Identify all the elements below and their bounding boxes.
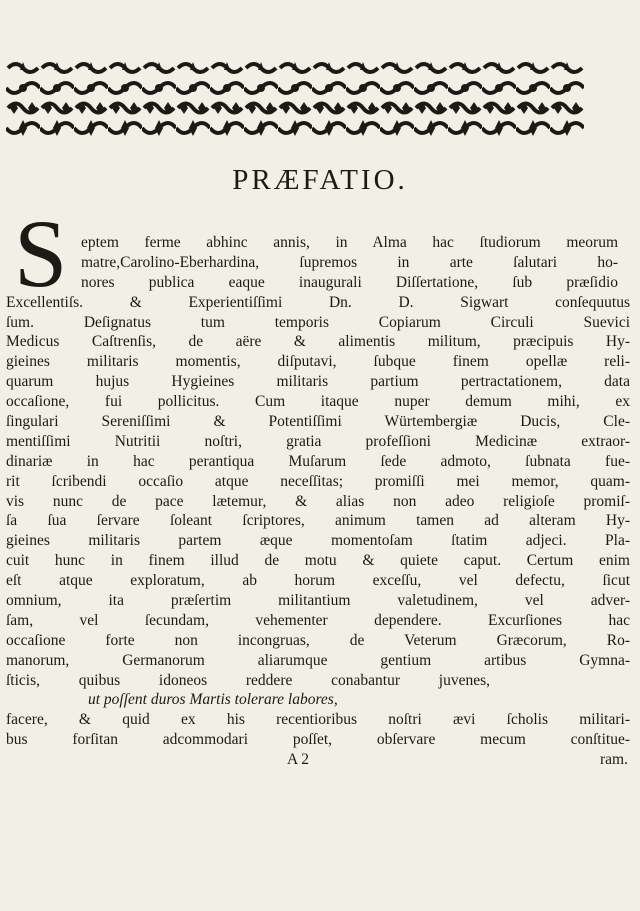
catchword: ram.: [600, 751, 628, 769]
text-line: ſum. Deſignatus tum temporis Copiarum Circuli Suevici: [6, 313, 630, 331]
text-line: mentiſſimi Nutritii noſtri, gratia profeſſioni Medicinæ extraor-: [6, 432, 630, 450]
text-line: omnium, ita præſertim militantium valetudinem, vel adver-: [6, 592, 630, 610]
text-line: matre,Carolino-Eberhardina, ſupremos in arte ſalutari ho-: [81, 253, 618, 271]
text-line: nores publica eaque inaugurali Diſſertatione, ſub præſidio: [81, 273, 618, 291]
text-line: bus forſitan adcommodari poſſet, obſervare mecum conſtitue-: [6, 731, 630, 749]
text-line: gieines militaris partem æque momentoſam ſtatim adjeci. Pla-: [6, 532, 630, 550]
text-line: manorum, Germanorum aliarumque gentium artibus Gymna-: [6, 651, 630, 669]
text-line: ſingulari Sereniſſimi & Potentiſſimi Würtembergiæ Ducis, Cle-: [6, 413, 630, 431]
text-line: Medicus Caſtrenſis, de aëre & alimentis militum, præcipuis Hy-: [6, 333, 630, 351]
text-line: gieines militaris momentis, diſputavi, ſubque finem opellæ reli-: [6, 353, 630, 371]
text-line: ſticis, quibus idoneos reddere conabantur juvenes,: [6, 671, 490, 689]
text-line: occaſione, fui pollicitus. Cum itaque nuper demum mihi, ex: [6, 393, 630, 411]
signature-mark: A 2: [287, 751, 309, 769]
text-line: ſam, vel ſecundam, vehementer dependere. Excurſiones hac: [6, 611, 630, 629]
text-line: Excellentiſs. & Experientiſſimi Dn. D. Sigwart conſequutus: [6, 293, 630, 311]
footer-line: [0, 750, 640, 770]
text-line: eptem ferme abhinc annis, in Alma hac ſtudiorum meorum: [81, 234, 618, 251]
page-title: PRÆFATIO.: [232, 164, 408, 196]
decorative-headpiece: [6, 58, 584, 140]
drop-cap: S: [14, 200, 68, 307]
preface-text: [0, 233, 640, 770]
text-line: ſa ſua ſervare ſoleant ſcriptores, animum tamen ad alteram Hy-: [6, 512, 630, 530]
verse-line: ut poſſent duros Martis tolerare labores,: [88, 691, 338, 709]
text-line: cuit hunc in finem illud de motu & quiete caput. Certum enim: [6, 552, 630, 570]
text-line: quarum hujus Hygieines militaris partium pertractationem, data: [6, 373, 630, 391]
text-line: occaſione forte non incongruas, de Veterum Græcorum, Ro-: [6, 631, 630, 649]
text-line: vis nunc de pace lætemur, & alias non adeo religioſe promiſ-: [6, 492, 630, 510]
text-line: dinariæ in hac perantiqua Muſarum ſede admoto, ſubnata fue-: [6, 452, 630, 470]
text-line: rit ſcribendi occaſio atque neceſſitas; promiſſi mei memor, quam-: [6, 472, 630, 490]
text-line: eſt atque exploratum, ab horum exceſſu, vel defectu, ſicut: [6, 572, 630, 590]
text-line: facere, & quid ex his recentioribus noſtri ævi ſcholis militari-: [6, 711, 630, 729]
